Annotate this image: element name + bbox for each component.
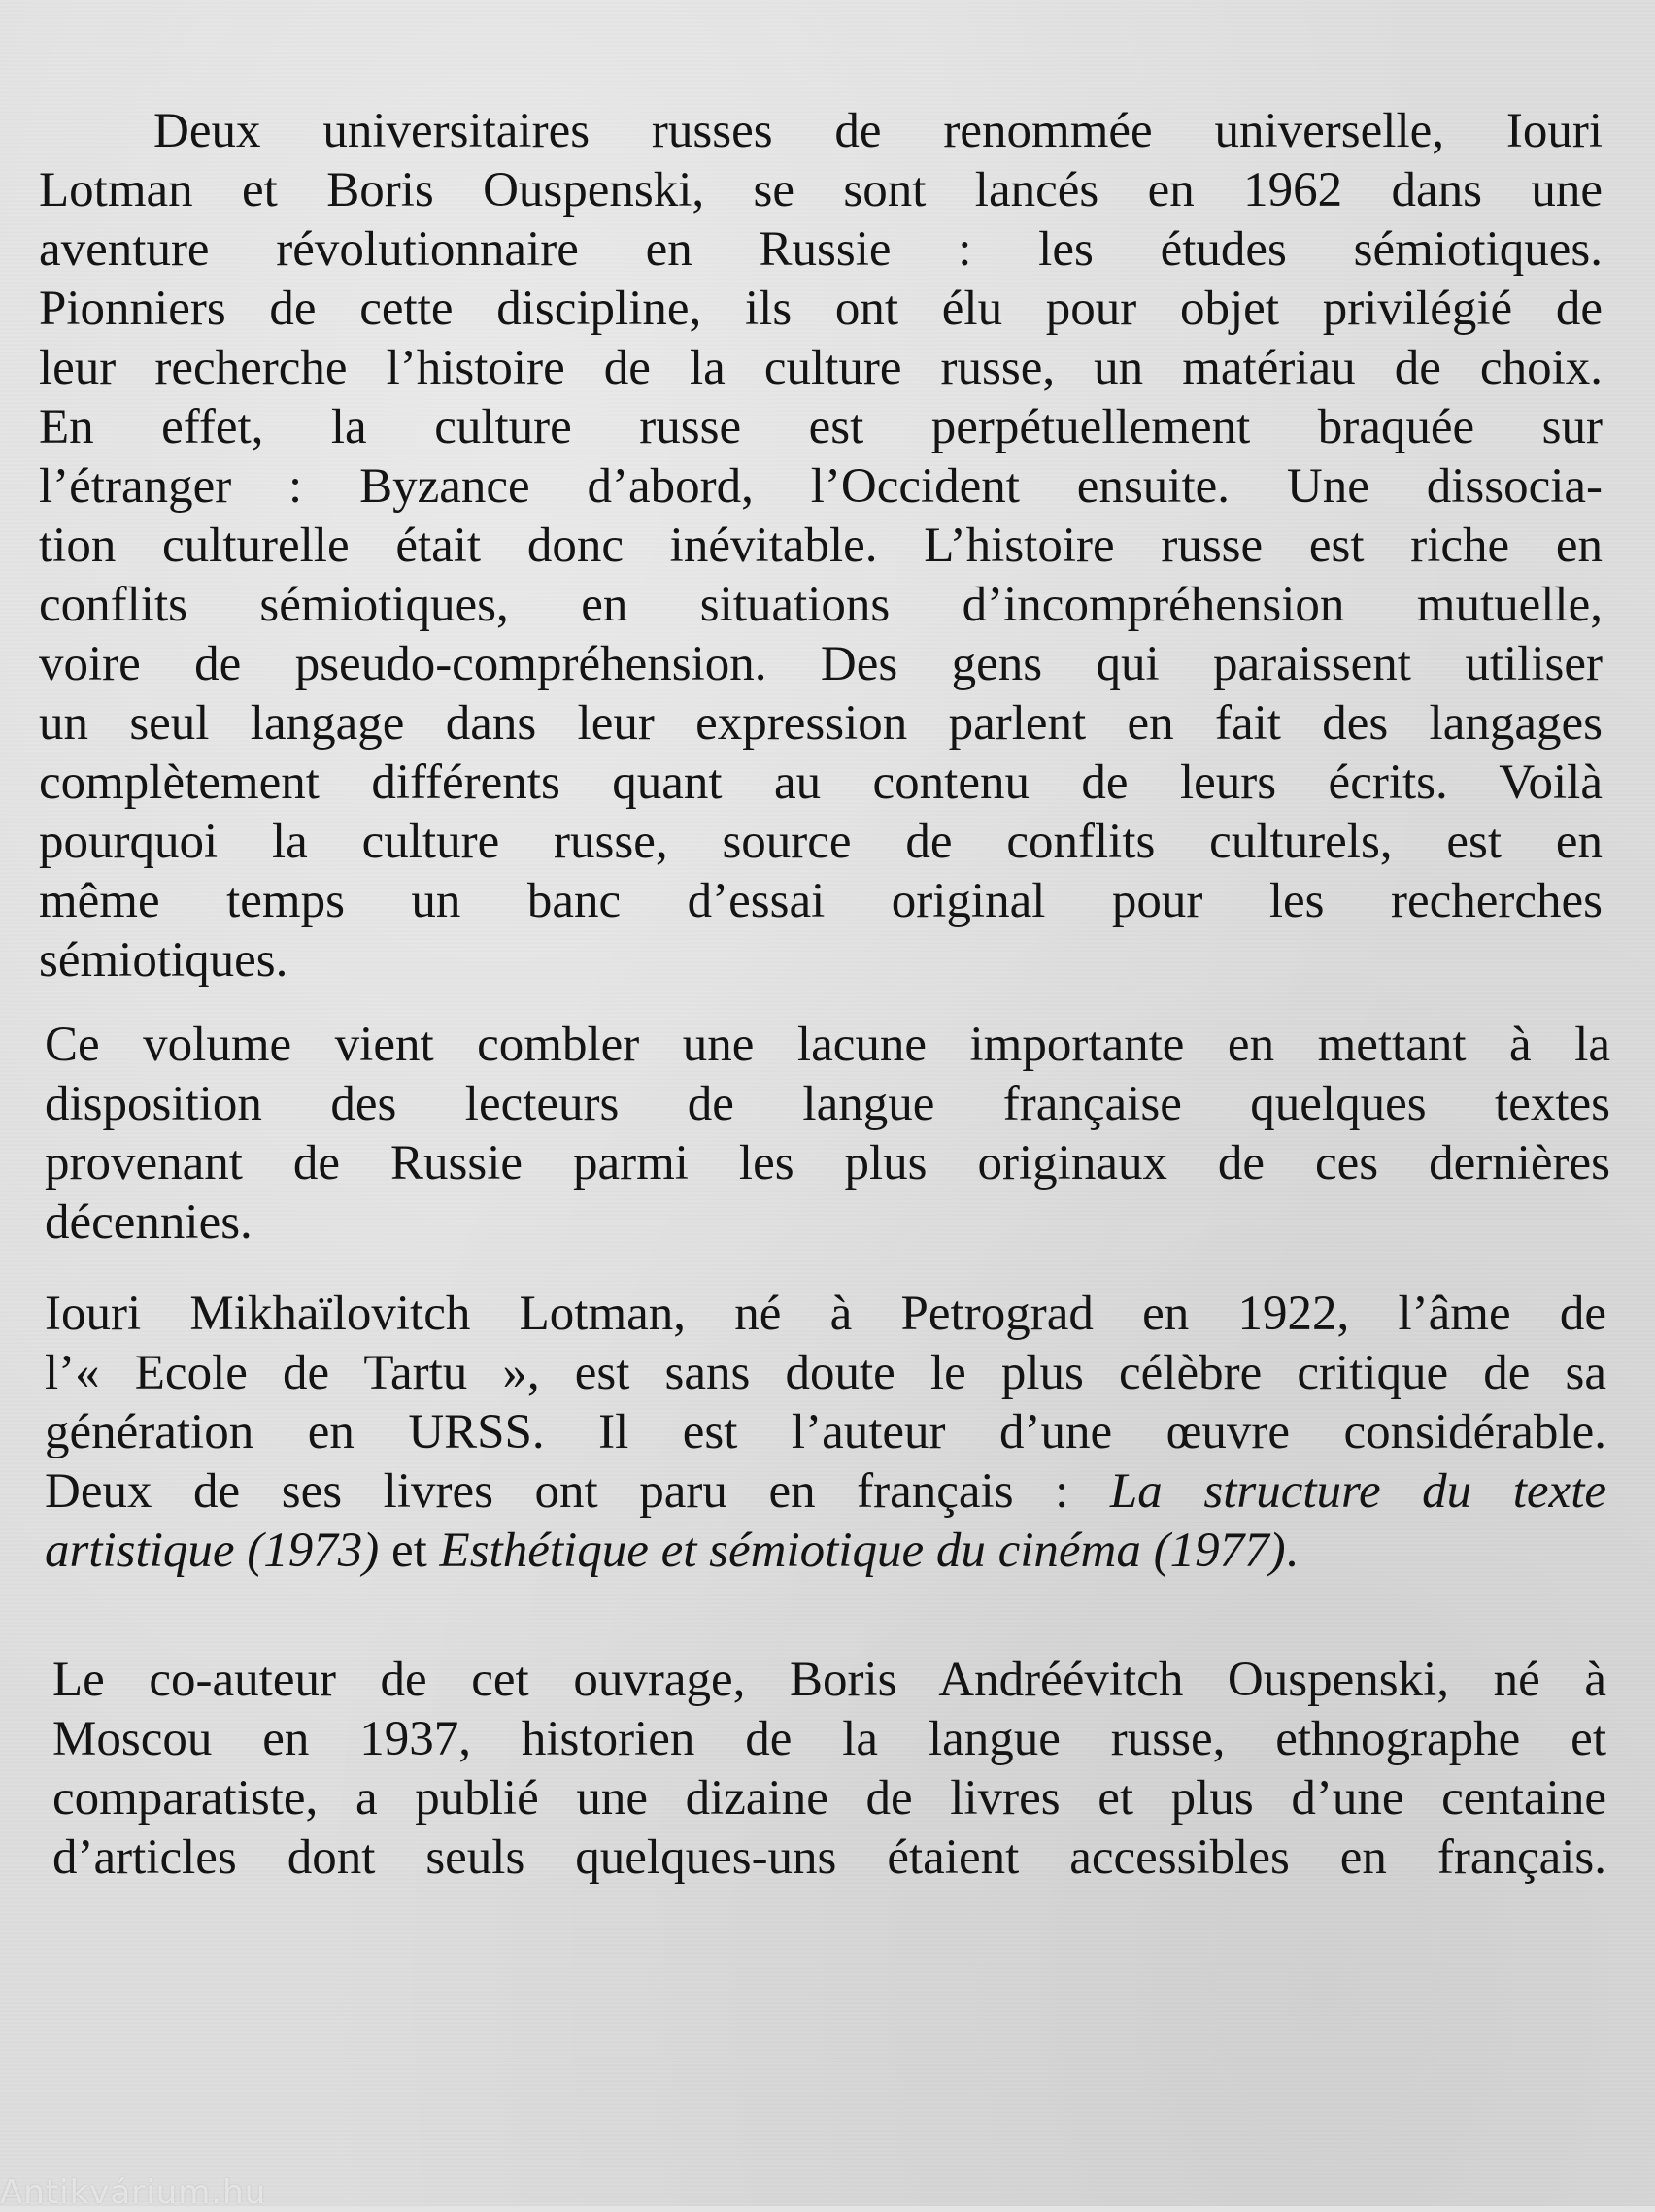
text-line xyxy=(45,1522,1606,1581)
text-line: En effet, la culture russe est perpétuellement braquée sur xyxy=(39,400,1603,454)
text-line: leur recherche l’histoire de la culture russe, un matériau de choix. xyxy=(39,341,1603,395)
text-line: Moscou en 1937, historien de la langue russe, ethnographe et xyxy=(52,1712,1606,1766)
text-line: Ce volume vient combler une lacune importante en mettant à la xyxy=(45,1018,1610,1072)
text-line: tion culturelle était donc inévitable. L’histoire russe est riche en xyxy=(39,519,1603,573)
text-line: Le co-auteur de cet ouvrage, Boris Andréévitch Ouspenski, né à xyxy=(52,1653,1606,1707)
text-line: Iouri Mikhaïlovitch Lotman, né à Petrograd en 1922, l’âme de xyxy=(45,1287,1606,1341)
text-line: décennies. xyxy=(45,1195,253,1250)
text-line: d’articles dont seuls quelques-uns étaient accessibles en français. xyxy=(52,1830,1606,1885)
book-title: La structure du texte xyxy=(1109,1464,1607,1519)
paragraph-ouspenski xyxy=(52,1651,1606,1888)
text-line: l’« Ecole de Tartu », est sans doute le plus célèbre critique de sa xyxy=(45,1346,1606,1400)
paragraph-lotman xyxy=(45,1285,1606,1581)
text-line: comparatiste, a publié une dizaine de livres et plus d’une centaine xyxy=(52,1771,1606,1826)
text-line: Pionniers de cette discipline, ils ont élu pour objet privilégié de xyxy=(39,282,1603,336)
paragraph-intro xyxy=(39,102,1603,990)
paragraph-volume xyxy=(45,1016,1610,1253)
text-line: Deux universitaires russes de renommée universelle, Iouri xyxy=(153,104,1603,158)
text-line: un seul langage dans leur expression parlent en fait des langages xyxy=(39,696,1603,751)
line-text: et xyxy=(379,1524,440,1578)
text-line: disposition des lecteurs de langue française quelques textes xyxy=(45,1077,1610,1131)
line-text: Deux de ses livres ont paru en français : xyxy=(45,1464,1110,1519)
text-line: conflits sémiotiques, en situations d’incompréhension mutuelle, xyxy=(39,578,1603,632)
line-text: . xyxy=(1285,1524,1299,1578)
text-line: sémiotiques. xyxy=(39,933,288,988)
watermark: Antikvárium.hu xyxy=(0,2173,267,2212)
text-line: provenant de Russie parmi les plus originaux de ces dernières xyxy=(45,1136,1610,1190)
text-line: génération en URSS. Il est l’auteur d’une œuvre considérable. xyxy=(45,1405,1606,1459)
text-line xyxy=(45,1462,1606,1522)
text-line: Lotman et Boris Ouspenski, se sont lancés en 1962 dans une xyxy=(39,163,1603,218)
text-line: l’étranger : Byzance d’abord, l’Occident ensuite. Une dissocia- xyxy=(39,459,1603,514)
book-title: artistique (1973) xyxy=(45,1524,380,1578)
text-line: voire de pseudo-compréhension. Des gens qui paraissent utiliser xyxy=(39,637,1603,691)
book-title: Esthétique et sémiotique du cinéma (1977) xyxy=(439,1524,1286,1578)
text-line: aventure révolutionnaire en Russie : les études sémiotiques. xyxy=(39,222,1603,277)
text-line: même temps un banc d’essai original pour les recherches xyxy=(39,874,1603,928)
text-line: complètement différents quant au contenu de leurs écrits. Voilà xyxy=(39,755,1603,810)
text-line: pourquoi la culture russe, source de conflits culturels, est en xyxy=(39,815,1603,869)
